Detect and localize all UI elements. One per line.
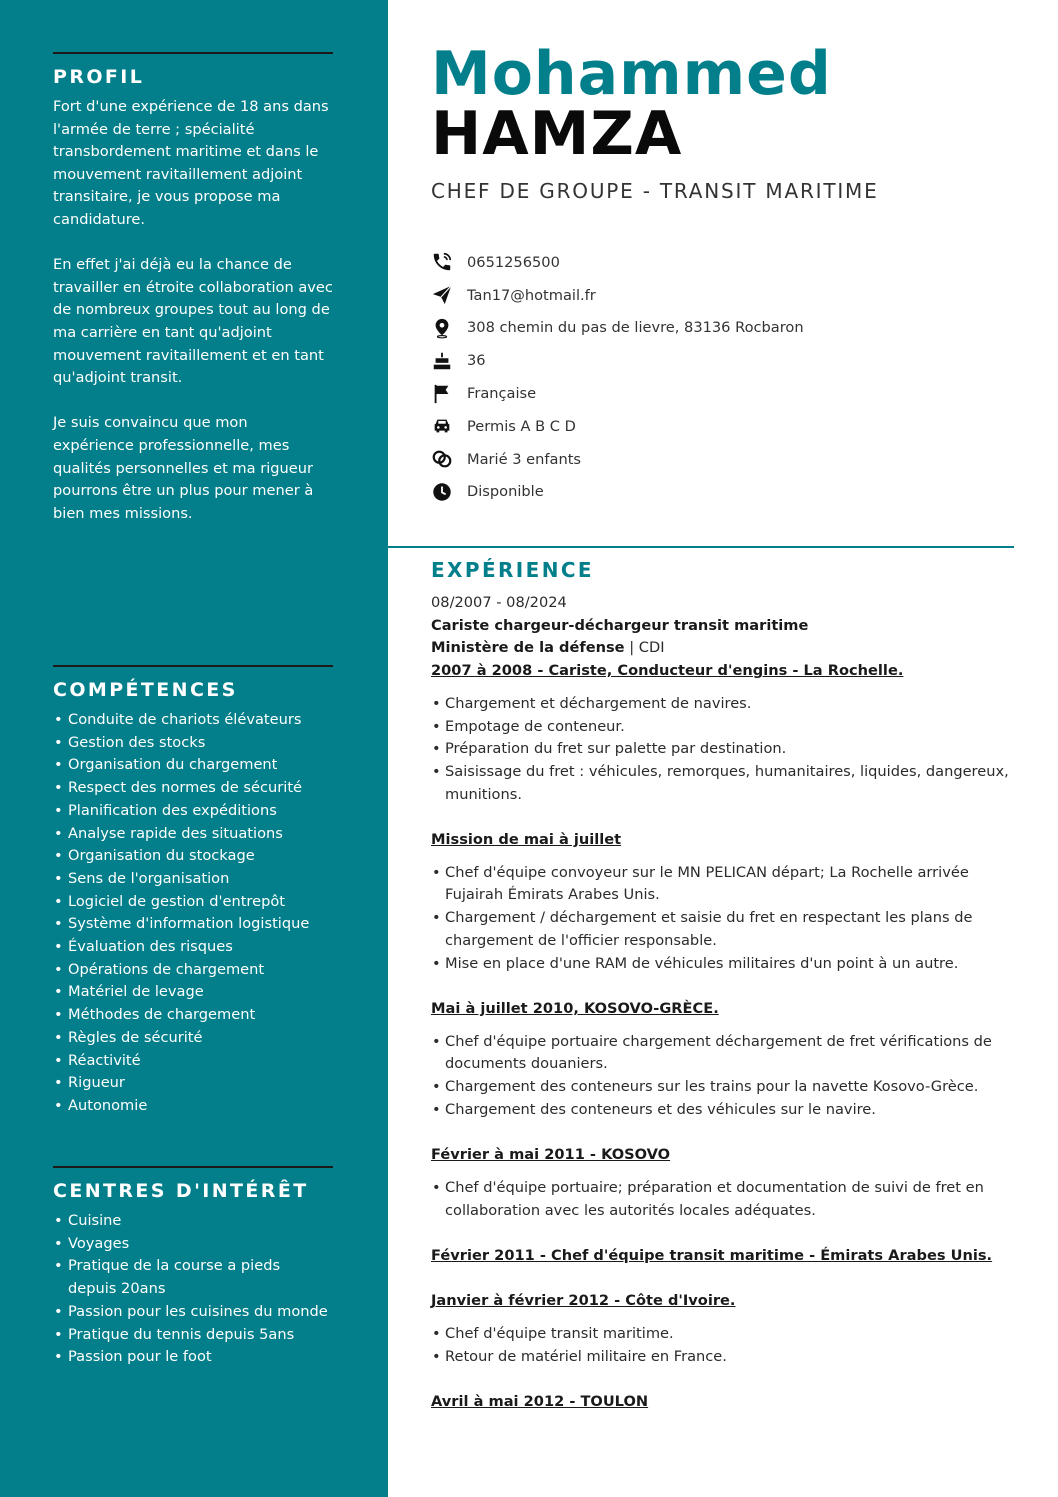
list-item: • Opérations de chargement [53, 959, 333, 982]
last-name: HAMZA [431, 99, 683, 169]
list-item: • Gestion des stocks [53, 732, 333, 755]
mission-heading: Mission de mai à juillet [431, 831, 622, 849]
list-item: • Sens de l'organisation [53, 868, 333, 891]
experience-section [431, 592, 1016, 1437]
list-item: • Rigueur [53, 1072, 333, 1095]
spacer [431, 1414, 1016, 1437]
sidebar [0, 0, 388, 1497]
list-item: • Chargement et déchargement de navires. [431, 693, 1016, 716]
section-divider [53, 665, 333, 667]
contact-text: Tan17@hotmail.fr [467, 286, 596, 304]
mission-heading: Avril à mai 2012 - TOULON [431, 1393, 649, 1411]
list-item: • Saisissage du fret : véhicules, remorques, humanitaires, liquides, dangereux, munitions. [431, 761, 1016, 806]
list-item: • Pratique de la course a pieds depuis 20ans [53, 1255, 333, 1300]
profile-text [53, 96, 333, 525]
list-item: • Mise en place d'une RAM de véhicules militaires d'un point à un autre. [431, 953, 1016, 976]
list-item: • Chargement des conteneurs et des véhicules sur le navire. [431, 1099, 1016, 1122]
contact-phone [431, 246, 804, 279]
mission-bullets [431, 1031, 1016, 1122]
list-item: • Organisation du chargement [53, 754, 333, 777]
rings-icon [431, 448, 453, 470]
experience-dates: 08/2007 - 08/2024 [431, 594, 567, 611]
skills-list [53, 709, 333, 1118]
interests-section [53, 1166, 333, 1369]
contact-text: 36 [467, 352, 486, 370]
contact-license [431, 410, 804, 443]
profile-paragraph: En effet j'ai déjà eu la chance de travailler en étroite collaboration avec de nombreux groupes tout au long de ma carrière en tant qu'adjoint mouvement ravitaillement et en tant qu'adjoint transit. [53, 256, 333, 387]
list-item: • Conduite de chariots élévateurs [53, 709, 333, 732]
interests-title: CENTRES D'INTÉRÊT [53, 1180, 309, 1202]
profile-title: PROFIL [53, 66, 145, 88]
flag-icon [431, 383, 453, 405]
list-item: • Voyages [53, 1233, 333, 1256]
list-item: • Chargement des conteneurs sur les trains pour la navette Kosovo-Grèce. [431, 1076, 1016, 1099]
contact-text: Marié 3 enfants [467, 450, 582, 468]
list-item: • Respect des normes de sécurité [53, 777, 333, 800]
contact-text: 0651256500 [467, 253, 560, 271]
list-item: • Chargement / déchargement et saisie du fret en respectant les plans de chargement de l'officier responsable. [431, 907, 1016, 952]
mission-heading: Février 2011 - Chef d'équipe transit maritime - Émirats Arabes Unis. [431, 1246, 993, 1264]
mission-bullets [431, 1323, 1016, 1368]
interests-list [53, 1210, 333, 1369]
list-item: • Chef d'équipe portuaire chargement déchargement de fret vérifications de documents douaniers. [431, 1031, 1016, 1076]
contact-email [431, 279, 804, 312]
contact-availability [431, 476, 804, 509]
mission-heading: 2007 à 2008 - Cariste, Conducteur d'engins - La Rochelle. [431, 662, 904, 680]
list-item: • Évaluation des risques [53, 936, 333, 959]
skills-title: COMPÉTENCES [53, 679, 238, 701]
list-item: • Empotage de conteneur. [431, 716, 1016, 739]
clock-icon [431, 481, 453, 503]
mission-bullets [431, 693, 1016, 807]
profile-paragraph: Fort d'une expérience de 18 ans dans l'armée de terre ; spécialité transbordement maritime et dans le mouvement ravitaillement adjoint transitaire, je vous propose ma candidature. [53, 98, 329, 228]
list-item: • Planification des expéditions [53, 800, 333, 823]
mission-heading: Février à mai 2011 - KOSOVO [431, 1146, 671, 1164]
list-item: • Passion pour les cuisines du monde [53, 1301, 333, 1324]
list-item: • Cuisine [53, 1210, 333, 1233]
mission-bullets [431, 862, 1016, 976]
contact-text: 308 chemin du pas de lievre, 83136 Rocbaron [467, 319, 804, 337]
profile-section [53, 52, 333, 548]
contact-text: Permis A B C D [467, 417, 576, 435]
experience-title: EXPÉRIENCE [431, 558, 594, 582]
experience-employer-line [431, 637, 1016, 660]
contact-list [431, 246, 804, 508]
list-item: • Chef d'équipe portuaire; préparation et documentation de suivi de fret en collaboration avec les autorités locales adéquates. [431, 1177, 1016, 1222]
contact-nationality [431, 377, 804, 410]
spacer [431, 1268, 1016, 1291]
experience-contract: | CDI [624, 639, 665, 657]
list-item: • Préparation du fret sur palette par destination. [431, 738, 1016, 761]
contact-age [431, 344, 804, 377]
profile-paragraph: Je suis convaincu que mon expérience professionnelle, mes qualités personnelles et ma rigueur pourrons être un plus pour mener à bien mes missions. [53, 414, 314, 522]
section-divider [53, 1166, 333, 1168]
list-item: • Règles de sécurité [53, 1027, 333, 1050]
list-item: • Logiciel de gestion d'entrepôt [53, 891, 333, 914]
phone-icon [431, 251, 453, 273]
location-pin-icon [431, 317, 453, 339]
section-divider [53, 52, 333, 54]
mission-heading: Mai à juillet 2010, KOSOVO-GRÈCE. [431, 999, 719, 1017]
send-icon [431, 284, 453, 306]
car-icon [431, 415, 453, 437]
list-item: • Organisation du stockage [53, 845, 333, 868]
list-item: • Pratique du tennis depuis 5ans [53, 1324, 333, 1347]
main-divider [388, 546, 1014, 548]
list-item: • Réactivité [53, 1050, 333, 1073]
missions-list [431, 660, 1016, 1436]
contact-text: Française [467, 385, 537, 403]
contact-address [431, 312, 804, 345]
list-item: • Méthodes de chargement [53, 1004, 333, 1027]
list-item: • Analyse rapide des situations [53, 823, 333, 846]
list-item: • Chef d'équipe transit maritime. [431, 1323, 1016, 1346]
job-title: CHEF DE GROUPE - TRANSIT MARITIME [431, 179, 879, 203]
list-item: • Autonomie [53, 1095, 333, 1118]
mission-bullets [431, 1177, 1016, 1222]
birthday-cake-icon [431, 350, 453, 372]
first-name: Mohammed [431, 39, 832, 109]
mission-heading: Janvier à février 2012 - Côte d'Ivoire. [431, 1292, 736, 1310]
list-item: • Passion pour le foot [53, 1346, 333, 1369]
skills-section [53, 665, 333, 1118]
list-item: • Matériel de levage [53, 981, 333, 1004]
experience-employer: Ministère de la défense [431, 639, 625, 657]
contact-family [431, 443, 804, 476]
contact-text: Disponible [467, 483, 544, 501]
experience-position: Cariste chargeur-déchargeur transit maritime [431, 616, 809, 634]
list-item: • Chef d'équipe convoyeur sur le MN PELICAN départ; La Rochelle arrivée Fujairah Émirats Arabes Unis. [431, 862, 1016, 907]
list-item: • Système d'information logistique [53, 913, 333, 936]
list-item: • Retour de matériel militaire en France. [431, 1346, 1016, 1369]
